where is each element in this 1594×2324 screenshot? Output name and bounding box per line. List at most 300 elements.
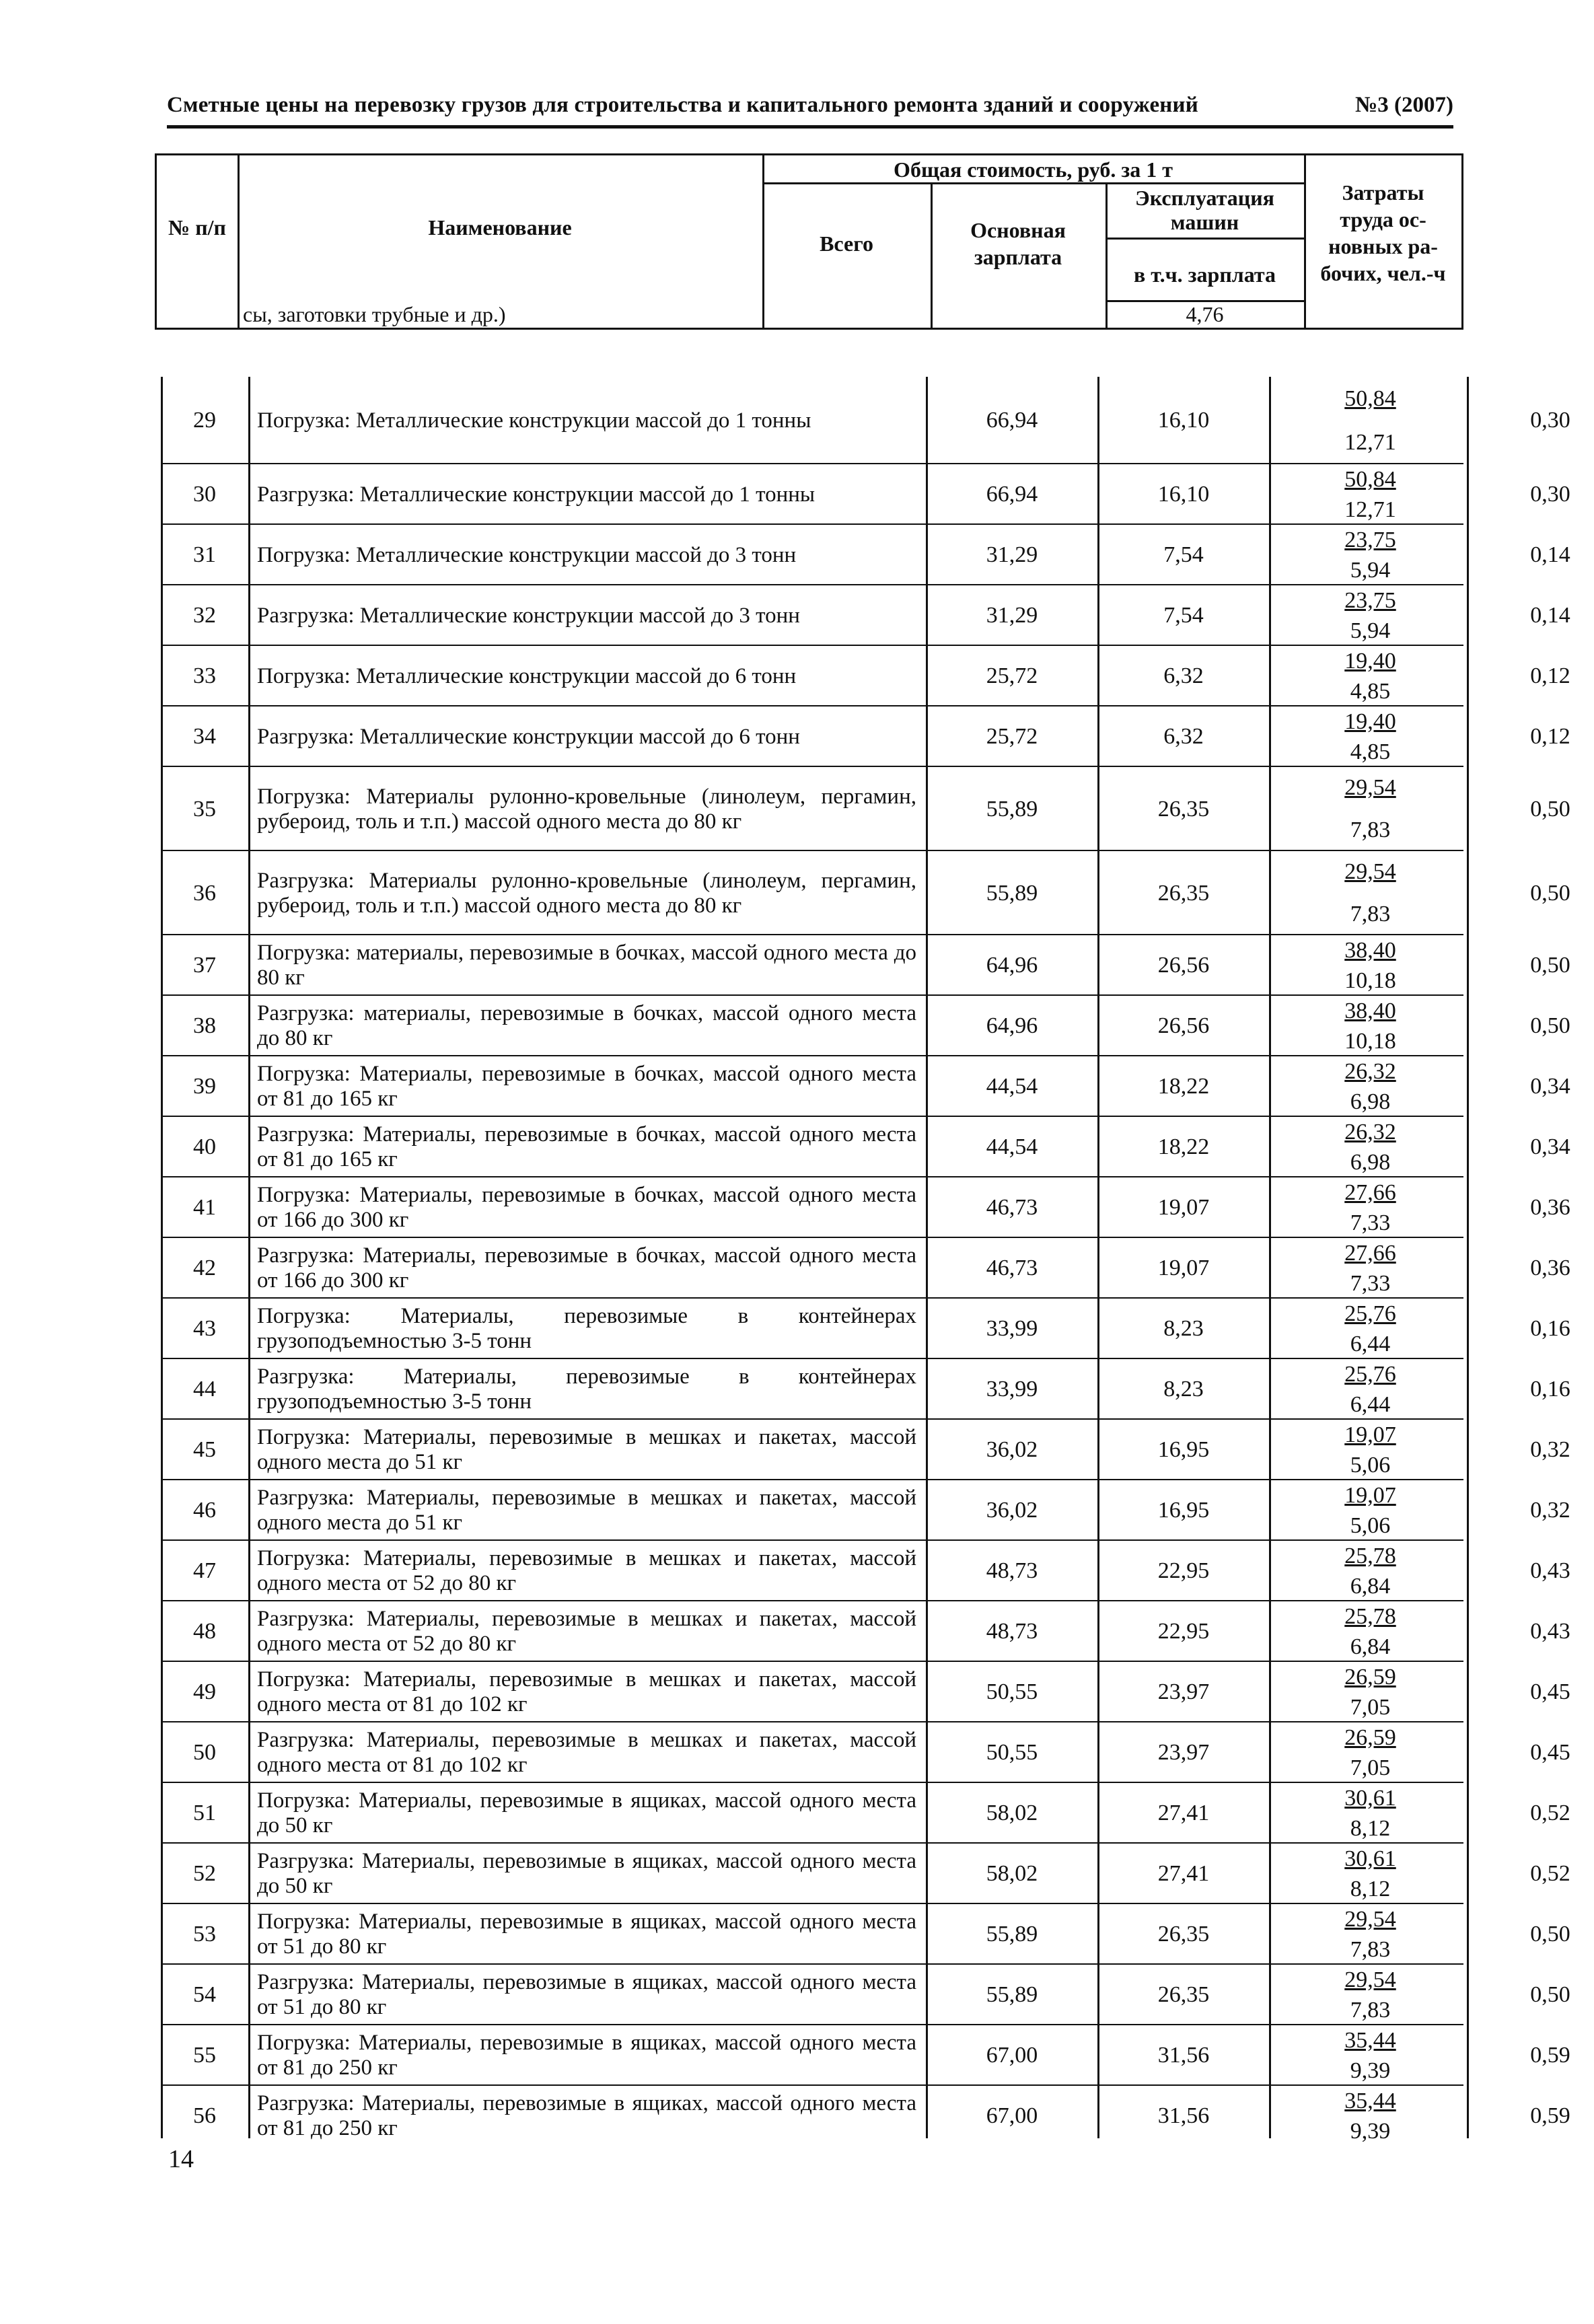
row-name-cell — [252, 525, 925, 585]
row-total: 36,02 — [986, 1437, 1038, 1462]
row-machine: 29,54 — [1344, 775, 1396, 801]
header-title: Сметные цены на перевозку грузов для строительства и капитального ремонта зданий и сооружений — [167, 93, 1198, 117]
row-labor: 0,32 — [1530, 1437, 1570, 1462]
row-machine-cell — [1271, 1117, 1470, 1177]
row-name-cell — [252, 1056, 925, 1117]
row-base-wage: 18,22 — [1157, 1074, 1210, 1099]
row-machine: 23,75 — [1344, 587, 1396, 613]
row-machine-wage: 7,33 — [1350, 1270, 1391, 1296]
row-machine: 35,44 — [1344, 2027, 1396, 2053]
row-machine: 30,61 — [1344, 1846, 1396, 1871]
row-num: 55 — [193, 2043, 216, 2068]
row-machine-cell — [1271, 1299, 1470, 1359]
table-row — [161, 1117, 1570, 1177]
row-base-wage: 8,23 — [1163, 1377, 1204, 1402]
row-machine: 30,61 — [1344, 1785, 1396, 1811]
table-row — [161, 851, 1570, 935]
row-name-cell — [252, 1299, 925, 1359]
row-machine-cell — [1271, 1783, 1470, 1844]
row-machine-wage: 7,83 — [1350, 1997, 1391, 2023]
carryover-name: сы, заготовки трубные и др.) — [243, 302, 506, 326]
row-labor: 0,12 — [1530, 663, 1570, 688]
row-machine-cell — [1271, 525, 1470, 585]
row-name: Разгрузка: материалы, перевозимые в бочках, массой одного места до 80 кг — [257, 1001, 916, 1050]
row-labor: 0,59 — [1530, 2103, 1570, 2128]
row-machine-cell — [1271, 585, 1470, 646]
row-machine-cell — [1271, 1238, 1470, 1299]
row-machine-wage: 7,83 — [1350, 901, 1391, 927]
row-num: 42 — [193, 1256, 216, 1280]
header-issue: №3 (2007) — [1355, 93, 1453, 117]
row-total: 44,54 — [986, 1074, 1038, 1099]
row-name-cell — [252, 1722, 925, 1783]
row-machine: 29,54 — [1344, 1906, 1396, 1932]
row-num: 51 — [193, 1801, 216, 1825]
row-base-wage: 26,35 — [1157, 1982, 1210, 2007]
row-machine: 38,40 — [1344, 937, 1396, 963]
row-machine-wage: 6,98 — [1350, 1089, 1391, 1114]
row-machine: 38,40 — [1344, 998, 1396, 1023]
table-row — [161, 1904, 1570, 1965]
row-total: 55,89 — [986, 1922, 1038, 1947]
row-base-wage: 26,56 — [1157, 953, 1210, 978]
row-machine: 19,07 — [1344, 1422, 1396, 1447]
row-name-cell — [252, 646, 925, 706]
row-labor: 0,50 — [1530, 880, 1570, 906]
row-name: Разгрузка: Материалы, перевозимые в бочках, массой одного места от 81 до 165 кг — [257, 1122, 916, 1171]
col-total: Всего — [820, 231, 873, 256]
row-labor: 0,14 — [1530, 603, 1570, 628]
table-row — [161, 1056, 1570, 1117]
table-row — [161, 2025, 1570, 2086]
row-machine-cell — [1271, 1480, 1470, 1541]
table-row — [161, 1238, 1570, 1299]
row-total: 25,72 — [986, 724, 1038, 749]
row-name: Погрузка: Материалы рулонно-кровельные (линолеум, пергамин, рубероид, толь и т.п.) массой одного места до 80 кг — [257, 784, 916, 834]
header-divider — [238, 155, 240, 328]
table-row — [161, 1662, 1570, 1722]
row-base-wage: 22,95 — [1157, 1558, 1210, 1583]
row-num: 45 — [193, 1437, 216, 1462]
row-base-wage: 26,56 — [1157, 1013, 1210, 1038]
row-machine-cell — [1271, 767, 1470, 851]
row-total: 44,54 — [986, 1134, 1038, 1159]
row-total: 46,73 — [986, 1256, 1038, 1280]
row-total: 66,94 — [986, 408, 1038, 433]
row-labor: 0,30 — [1530, 482, 1570, 507]
row-total: 25,72 — [986, 663, 1038, 688]
table-row — [161, 1844, 1570, 1904]
col-num: № п/п — [168, 215, 226, 240]
table-row — [161, 1783, 1570, 1844]
row-machine: 26,59 — [1344, 1724, 1396, 1750]
row-name: Разгрузка: Материалы, перевозимые в ящиках, массой одного места от 51 до 80 кг — [257, 1970, 916, 2019]
row-machine-wage: 6,84 — [1350, 1634, 1391, 1659]
row-base-wage: 31,56 — [1157, 2043, 1210, 2068]
row-machine-cell — [1271, 996, 1470, 1056]
row-num: 36 — [193, 880, 216, 906]
row-machine-cell — [1271, 1844, 1470, 1904]
row-labor: 0,30 — [1530, 408, 1570, 433]
row-labor: 0,16 — [1530, 1316, 1570, 1341]
carryover-machine-wage: 4,76 — [1186, 302, 1224, 326]
row-machine-cell — [1271, 377, 1470, 464]
table-row — [161, 2086, 1570, 2146]
row-name-cell — [252, 706, 925, 767]
row-name: Погрузка: материалы, перевозимые в бочках, массой одного места до 80 кг — [257, 941, 916, 990]
table-row — [161, 1965, 1570, 2025]
row-machine: 25,78 — [1344, 1603, 1396, 1629]
row-num: 54 — [193, 1982, 216, 2007]
row-num: 44 — [193, 1377, 216, 1402]
row-machine-cell — [1271, 646, 1470, 706]
row-total: 31,29 — [986, 542, 1038, 567]
row-total: 55,89 — [986, 880, 1038, 906]
row-labor: 0,50 — [1530, 1982, 1570, 2007]
row-machine-wage: 7,33 — [1350, 1210, 1391, 1235]
row-total: 58,02 — [986, 1801, 1038, 1825]
row-labor: 0,50 — [1530, 1013, 1570, 1038]
header-rule — [167, 125, 1453, 129]
col-base-wage-1: Основная — [970, 218, 1066, 242]
running-header — [167, 93, 1453, 122]
row-base-wage: 19,07 — [1157, 1256, 1210, 1280]
row-total: 55,89 — [986, 796, 1038, 822]
row-machine-wage: 5,94 — [1350, 557, 1391, 583]
row-num: 50 — [193, 1740, 216, 1765]
row-name: Разгрузка: Материалы, перевозимые в мешках и пакетах, массой одного места от 52 до 80 кг — [257, 1607, 916, 1656]
row-num: 30 — [193, 482, 216, 507]
row-machine-cell — [1271, 706, 1470, 767]
col-labor-4: бочих, чел.-ч — [1320, 261, 1446, 285]
row-machine-wage: 10,18 — [1344, 968, 1396, 993]
row-machine: 23,75 — [1344, 527, 1396, 552]
row-name-cell — [252, 1541, 925, 1601]
row-name-cell — [252, 377, 925, 464]
row-machine-cell — [1271, 1177, 1470, 1238]
row-name-cell — [252, 585, 925, 646]
row-name: Разгрузка: Металлические конструкции массой до 3 тонн — [257, 603, 800, 628]
row-name-cell — [252, 1177, 925, 1238]
row-machine-wage: 4,85 — [1350, 739, 1391, 764]
row-name: Погрузка: Материалы, перевозимые в мешках и пакетах, массой одного места от 52 до 80 кг — [257, 1546, 916, 1595]
row-total: 55,89 — [986, 1982, 1038, 2007]
table-row — [161, 935, 1570, 996]
row-base-wage: 7,54 — [1163, 603, 1204, 628]
row-labor: 0,43 — [1530, 1558, 1570, 1583]
row-labor: 0,32 — [1530, 1498, 1570, 1523]
table-row — [161, 1601, 1570, 1662]
row-name: Погрузка: Материалы, перевозимые в ящиках, массой одного места от 81 до 250 кг — [257, 2031, 916, 2080]
row-num: 34 — [193, 724, 216, 749]
row-machine-wage: 4,85 — [1350, 678, 1391, 704]
row-name-cell — [252, 996, 925, 1056]
table-row — [161, 1722, 1570, 1783]
row-machine-cell — [1271, 1965, 1470, 2025]
row-labor: 0,52 — [1530, 1861, 1570, 1886]
row-total: 48,73 — [986, 1619, 1038, 1644]
row-labor: 0,43 — [1530, 1619, 1570, 1644]
table-row — [161, 996, 1570, 1056]
row-labor: 0,36 — [1530, 1195, 1570, 1220]
row-num: 48 — [193, 1619, 216, 1644]
row-labor: 0,34 — [1530, 1134, 1570, 1159]
row-machine-cell — [1271, 935, 1470, 996]
row-base-wage: 6,32 — [1163, 724, 1204, 749]
row-machine: 50,84 — [1344, 386, 1396, 411]
table-row — [161, 525, 1570, 585]
row-machine: 19,07 — [1344, 1482, 1396, 1508]
row-machine: 19,40 — [1344, 709, 1396, 734]
row-base-wage: 16,10 — [1157, 408, 1210, 433]
table-row — [161, 1299, 1570, 1359]
row-machine: 26,32 — [1344, 1119, 1396, 1145]
row-machine-wage: 6,84 — [1350, 1573, 1391, 1599]
row-machine-wage: 12,71 — [1344, 497, 1396, 522]
row-name: Погрузка: Материалы, перевозимые в ящиках, массой одного места до 50 кг — [257, 1788, 916, 1838]
row-machine-cell — [1271, 1662, 1470, 1722]
row-machine: 25,76 — [1344, 1361, 1396, 1387]
column-header-table — [155, 153, 1463, 330]
row-machine: 29,54 — [1344, 859, 1396, 885]
col-base-wage-2: зарплата — [974, 245, 1062, 269]
table-row — [161, 1359, 1570, 1420]
row-base-wage: 27,41 — [1157, 1801, 1210, 1825]
row-machine-wage: 6,44 — [1350, 1391, 1391, 1417]
row-total: 66,94 — [986, 482, 1038, 507]
row-name-cell — [252, 2086, 925, 2146]
row-machine-wage: 5,06 — [1350, 1452, 1391, 1478]
row-labor: 0,45 — [1530, 1679, 1570, 1704]
row-num: 47 — [193, 1558, 216, 1583]
row-name-cell — [252, 1662, 925, 1722]
row-machine-cell — [1271, 2086, 1470, 2146]
row-machine-cell — [1271, 1904, 1470, 1965]
row-total: 67,00 — [986, 2043, 1038, 2068]
row-base-wage: 16,10 — [1157, 482, 1210, 507]
row-machine: 35,44 — [1344, 2088, 1396, 2113]
row-name-cell — [252, 1844, 925, 1904]
row-machine-wage: 9,39 — [1350, 2058, 1391, 2083]
row-machine-wage: 9,39 — [1350, 2118, 1391, 2144]
row-name: Разгрузка: Материалы, перевозимые в мешках и пакетах, массой одного места от 81 до 102 кг — [257, 1728, 916, 1777]
row-name-cell — [252, 1238, 925, 1299]
row-machine-wage: 7,05 — [1350, 1755, 1391, 1780]
row-num: 53 — [193, 1922, 216, 1947]
table-row — [161, 464, 1570, 525]
row-base-wage: 23,97 — [1157, 1679, 1210, 1704]
row-machine-cell — [1271, 1541, 1470, 1601]
row-num: 40 — [193, 1134, 216, 1159]
row-name-cell — [252, 851, 925, 935]
row-name-cell — [252, 1904, 925, 1965]
row-base-wage: 22,95 — [1157, 1619, 1210, 1644]
row-total: 50,55 — [986, 1679, 1038, 1704]
col-name: Наименование — [428, 215, 572, 240]
row-machine-wage: 6,44 — [1350, 1331, 1391, 1356]
row-base-wage: 19,07 — [1157, 1195, 1210, 1220]
row-base-wage: 26,35 — [1157, 1922, 1210, 1947]
row-name: Погрузка: Металлические конструкции массой до 6 тонн — [257, 663, 797, 688]
row-machine: 26,32 — [1344, 1058, 1396, 1084]
row-machine: 27,66 — [1344, 1179, 1396, 1205]
row-machine-cell — [1271, 851, 1470, 935]
row-name: Погрузка: Материалы, перевозимые в бочках, массой одного места от 81 до 165 кг — [257, 1062, 916, 1111]
table-row — [161, 1420, 1570, 1480]
row-machine-wage: 7,83 — [1350, 817, 1391, 842]
row-labor: 0,16 — [1530, 1377, 1570, 1402]
row-name-cell — [252, 767, 925, 851]
row-base-wage: 7,54 — [1163, 542, 1204, 567]
row-num: 52 — [193, 1861, 216, 1886]
row-base-wage: 18,22 — [1157, 1134, 1210, 1159]
row-base-wage: 16,95 — [1157, 1437, 1210, 1462]
row-name-cell — [252, 464, 925, 525]
row-labor: 0,36 — [1530, 1256, 1570, 1280]
table-row — [161, 585, 1570, 646]
row-name-cell — [252, 2025, 925, 2086]
table-row — [161, 767, 1570, 851]
row-num: 49 — [193, 1679, 216, 1704]
row-machine-cell — [1271, 464, 1470, 525]
row-total: 50,55 — [986, 1740, 1038, 1765]
row-labor: 0,59 — [1530, 2043, 1570, 2068]
row-name: Разгрузка: Материалы, перевозимые в контейнерах грузоподъемностью 3-5 тонн — [257, 1365, 916, 1414]
col-labor-3: новных ра- — [1328, 234, 1438, 258]
row-machine-cell — [1271, 1359, 1470, 1420]
row-machine-wage: 10,18 — [1344, 1028, 1396, 1054]
header-divider — [1106, 238, 1304, 240]
row-labor: 0,50 — [1530, 1922, 1570, 1947]
row-name: Погрузка: Материалы, перевозимые в ящиках, массой одного места от 51 до 80 кг — [257, 1910, 916, 1959]
row-total: 46,73 — [986, 1195, 1038, 1220]
row-name-cell — [252, 1359, 925, 1420]
row-name: Разгрузка: Металлические конструкции массой до 1 тонны — [257, 482, 816, 507]
row-total: 67,00 — [986, 2103, 1038, 2128]
row-name: Разгрузка: Материалы, перевозимые в бочках, массой одного места от 166 до 300 кг — [257, 1243, 916, 1293]
header-divider — [762, 182, 1304, 184]
row-machine: 19,40 — [1344, 648, 1396, 674]
row-machine-wage: 5,94 — [1350, 618, 1391, 643]
row-labor: 0,34 — [1530, 1074, 1570, 1099]
row-machine: 25,78 — [1344, 1543, 1396, 1568]
col-labor-2: труда ос- — [1340, 207, 1426, 231]
col-machine-1: Эксплуатация — [1135, 186, 1274, 210]
row-total: 48,73 — [986, 1558, 1038, 1583]
row-name: Разгрузка: Материалы, перевозимые в мешках и пакетах, массой одного места до 51 кг — [257, 1486, 916, 1535]
row-total: 58,02 — [986, 1861, 1038, 1886]
row-base-wage: 26,35 — [1157, 880, 1210, 906]
row-name-cell — [252, 1420, 925, 1480]
row-name: Погрузка: Материалы, перевозимые в мешках и пакетах, массой одного места от 81 до 102 кг — [257, 1667, 916, 1716]
row-base-wage: 8,23 — [1163, 1316, 1204, 1341]
row-total: 64,96 — [986, 953, 1038, 978]
row-machine-cell — [1271, 1722, 1470, 1783]
row-num: 33 — [193, 663, 216, 688]
row-name-cell — [252, 935, 925, 996]
row-name: Погрузка: Металлические конструкции массой до 3 тонн — [257, 542, 797, 567]
table-row — [161, 1541, 1570, 1601]
row-base-wage: 26,35 — [1157, 796, 1210, 822]
row-name-cell — [252, 1117, 925, 1177]
table-row — [161, 706, 1570, 767]
row-num: 31 — [193, 542, 216, 567]
table-row — [161, 1177, 1570, 1238]
row-machine-cell — [1271, 1056, 1470, 1117]
row-name-cell — [252, 1965, 925, 2025]
row-name: Разгрузка: Материалы, перевозимые в ящиках, массой одного места от 81 до 250 кг — [257, 2091, 916, 2140]
table-row — [161, 646, 1570, 706]
row-machine: 25,76 — [1344, 1301, 1396, 1326]
row-labor: 0,12 — [1530, 724, 1570, 749]
row-base-wage: 27,41 — [1157, 1861, 1210, 1886]
row-num: 38 — [193, 1013, 216, 1038]
row-machine: 50,84 — [1344, 466, 1396, 492]
row-name: Разгрузка: Металлические конструкции массой до 6 тонн — [257, 724, 800, 749]
row-total: 33,99 — [986, 1377, 1038, 1402]
row-machine-cell — [1271, 1601, 1470, 1662]
row-machine-wage: 8,12 — [1350, 1876, 1391, 1901]
row-machine-wage: 6,98 — [1350, 1149, 1391, 1175]
row-total: 36,02 — [986, 1498, 1038, 1523]
row-name-cell — [252, 1480, 925, 1541]
row-name-cell — [252, 1601, 925, 1662]
col-machine-2: машин — [1170, 210, 1239, 234]
row-machine: 27,66 — [1344, 1240, 1396, 1266]
row-machine-cell — [1271, 1420, 1470, 1480]
row-machine-cell — [1271, 2025, 1470, 2086]
row-total: 64,96 — [986, 1013, 1038, 1038]
data-table — [161, 377, 1570, 2144]
row-name: Разгрузка: Материалы, перевозимые в ящиках, массой одного места до 50 кг — [257, 1849, 916, 1898]
row-name: Разгрузка: Материалы рулонно-кровельные (линолеум, пергамин, рубероид, толь и т.п.) массой одного места до 80 кг — [257, 868, 916, 918]
row-num: 56 — [193, 2103, 216, 2128]
row-num: 29 — [193, 408, 216, 433]
col-cost-group: Общая стоимость, руб. за 1 т — [894, 157, 1173, 182]
row-name: Погрузка: Материалы, перевозимые в контейнерах грузоподъемностью 3-5 тонн — [257, 1304, 916, 1353]
row-labor: 0,50 — [1530, 796, 1570, 822]
row-num: 39 — [193, 1074, 216, 1099]
row-base-wage: 23,97 — [1157, 1740, 1210, 1765]
page-number: 14 — [168, 2145, 194, 2173]
row-num: 32 — [193, 603, 216, 628]
row-machine: 26,59 — [1344, 1664, 1396, 1690]
row-total: 33,99 — [986, 1316, 1038, 1341]
table-row — [161, 377, 1570, 464]
row-num: 35 — [193, 796, 216, 822]
row-num: 43 — [193, 1316, 216, 1341]
row-machine: 29,54 — [1344, 1967, 1396, 1992]
row-name-cell — [252, 1783, 925, 1844]
row-machine-wage: 12,71 — [1344, 429, 1396, 455]
row-name: Погрузка: Материалы, перевозимые в бочках, массой одного места от 166 до 300 кг — [257, 1183, 916, 1232]
row-name: Погрузка: Материалы, перевозимые в мешках и пакетах, массой одного места до 51 кг — [257, 1425, 916, 1474]
row-base-wage: 6,32 — [1163, 663, 1204, 688]
row-machine-wage: 7,05 — [1350, 1694, 1391, 1720]
row-num: 46 — [193, 1498, 216, 1523]
col-machine-wage: в т.ч. зарплата — [1134, 262, 1276, 287]
col-labor-1: Затраты — [1342, 180, 1424, 205]
row-num: 37 — [193, 953, 216, 978]
row-machine-wage: 5,06 — [1350, 1513, 1391, 1538]
row-labor: 0,14 — [1530, 542, 1570, 567]
row-labor: 0,45 — [1530, 1740, 1570, 1765]
row-num: 41 — [193, 1195, 216, 1220]
row-base-wage: 31,56 — [1157, 2103, 1210, 2128]
row-labor: 0,52 — [1530, 1801, 1570, 1825]
row-labor: 0,50 — [1530, 953, 1570, 978]
row-name: Погрузка: Металлические конструкции массой до 1 тонны — [257, 408, 811, 433]
